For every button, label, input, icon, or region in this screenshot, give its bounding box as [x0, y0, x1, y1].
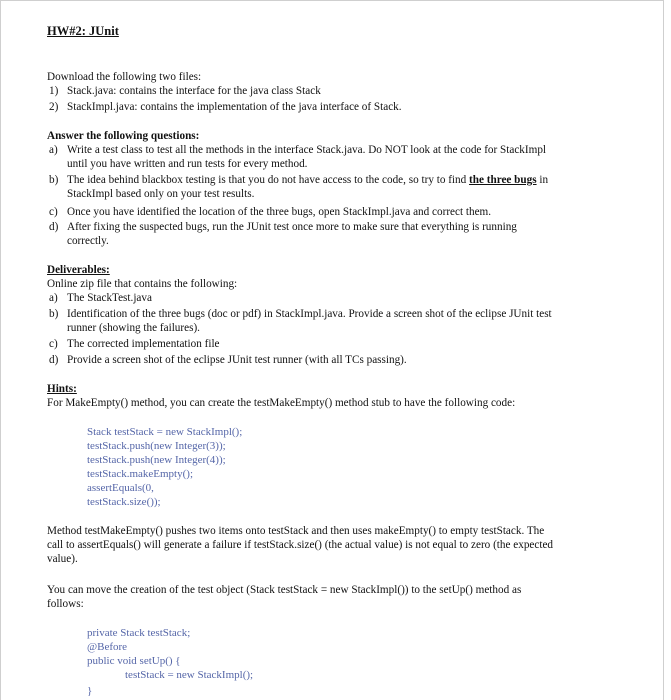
question-a-line2: until you have written and run tests for every method. [67, 158, 308, 170]
code-line: private Stack testStack; [87, 627, 191, 639]
code-line: @Before [87, 641, 128, 653]
code-line: testStack.push(new Integer(4)); [87, 454, 226, 466]
deliverable-a-line1: The StackTest.java [67, 292, 152, 304]
question-c-line1: Once you have identified the location of the three bugs, open StackImpl.java and correct them. [67, 206, 492, 218]
deliverable-a-num: a) [49, 292, 58, 304]
question-c-num: c) [49, 206, 58, 218]
deliverables-lead: Online zip file that contains the following: [47, 278, 238, 290]
question-b-post: in [536, 174, 549, 186]
deliverable-b-num: b) [49, 308, 59, 320]
hints-paragraph-2-line: You can move the creation of the test object (Stack testStack = new StackImpl()) to the setUp() method as [47, 584, 522, 596]
questions-heading: Answer the following questions: [47, 130, 200, 142]
deliverable-b-line2: runner (showing the failures). [67, 322, 200, 334]
intro-item-2-num: 2) [49, 101, 59, 113]
deliverable-b-line1: Identification of the three bugs (doc or pdf) in StackImpl.java. Provide a screen shot of the eclipse JUnit test [67, 308, 552, 320]
deliverables-heading: Deliverables: [47, 264, 110, 276]
intro-item-1: Stack.java: contains the interface for the java class Stack [67, 85, 321, 97]
hints-lead: For MakeEmpty() method, you can create the testMakeEmpty() method stub to have the following code: [47, 397, 516, 409]
question-d-num: d) [49, 221, 59, 233]
intro-item-1-num: 1) [49, 85, 59, 97]
question-b-line1 [67, 173, 548, 187]
code-line: testStack.makeEmpty(); [87, 468, 193, 480]
question-a-num: a) [49, 144, 58, 156]
question-b-line2: StackImpl based only on your test results. [67, 188, 255, 200]
page-title: HW#2: JUnit [47, 24, 119, 38]
deliverable-c-line1: The corrected implementation file [67, 338, 220, 350]
code-line: public void setUp() { [87, 655, 181, 667]
question-b-pre: The idea behind blackbox testing is that you do not have access to the code, so try to find [67, 174, 470, 186]
intro-item-2: StackImpl.java: contains the implementation of the java interface of Stack. [67, 101, 402, 113]
question-d-line1: After fixing the suspected bugs, run the JUnit test once more to make sure that everything is running [67, 221, 517, 233]
question-b-num: b) [49, 174, 59, 186]
hints-paragraph-1-line: value). [47, 553, 78, 565]
code-line: assertEquals(0, [87, 482, 154, 494]
hints-paragraph-2-line: follows: [47, 598, 84, 610]
code-line: testStack = new StackImpl(); [125, 669, 254, 681]
code-line: testStack.size()); [87, 496, 161, 508]
code-line: Stack testStack = new StackImpl(); [87, 426, 243, 438]
deliverable-d-line1: Provide a screen shot of the eclipse JUnit test runner (with all TCs passing). [67, 354, 407, 366]
question-d-line2: correctly. [67, 235, 109, 247]
hints-paragraph-1-line: call to assertEquals() will generate a failure if testStack.size() (the actual value) is not equal to zero (the expected [47, 539, 554, 551]
deliverable-c-num: c) [49, 338, 58, 350]
question-a-line1: Write a test class to test all the methods in the interface Stack.java. Do NOT look at the code for StackImpl [67, 144, 547, 156]
hints-heading: Hints: [47, 383, 77, 395]
hints-paragraph-1-line: Method testMakeEmpty() pushes two items onto testStack and then uses makeEmpty() to empty testStack. The [47, 525, 545, 537]
code-line: testStack.push(new Integer(3)); [87, 440, 226, 452]
deliverable-d-num: d) [49, 354, 59, 366]
code-line: } [87, 685, 93, 697]
question-b-emphasis: the three bugs [469, 174, 537, 186]
intro-lead: Download the following two files: [47, 71, 202, 83]
